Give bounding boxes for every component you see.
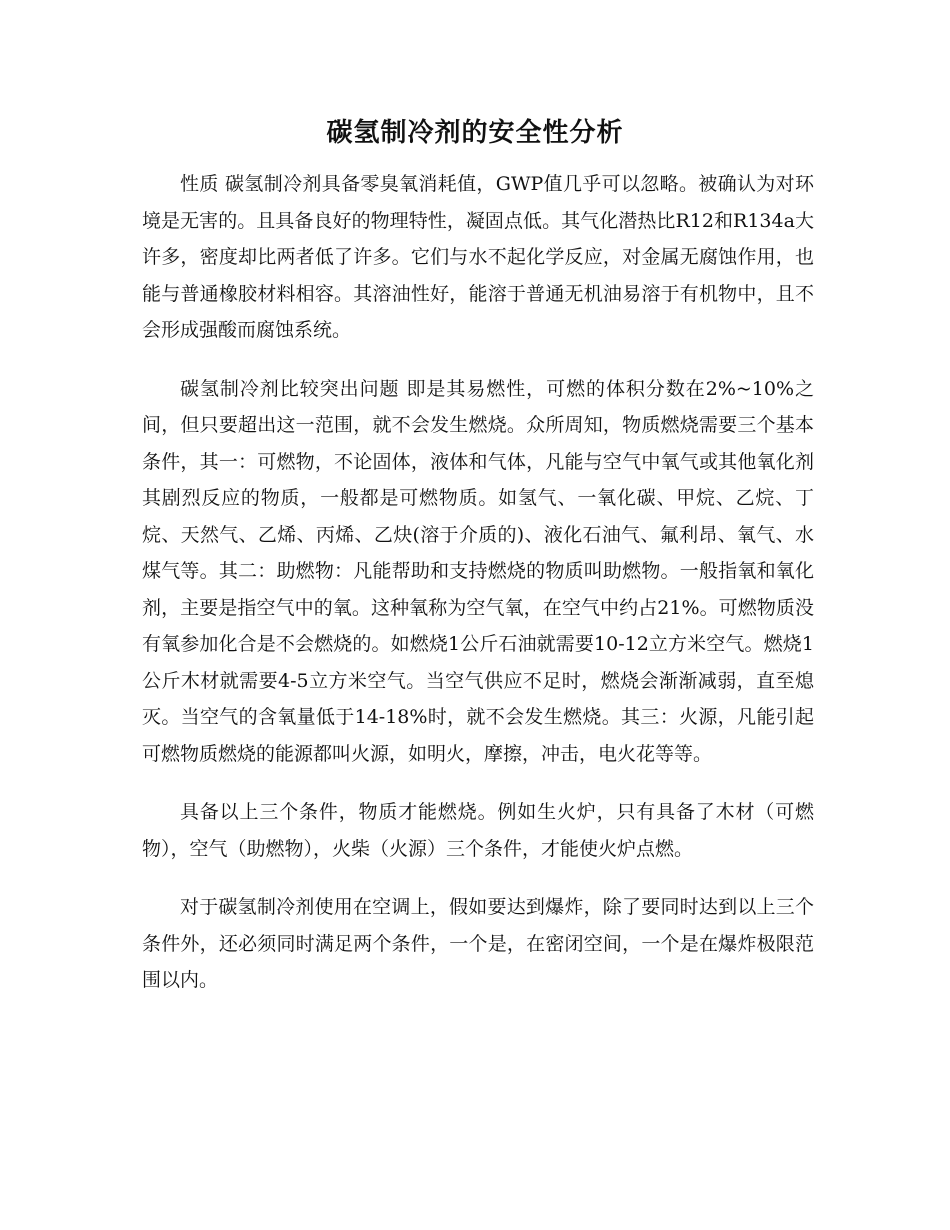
paragraph-flammability: 碳氢制冷剂比较突出问题 即是其易燃性，可燃的体积分数在2%~10%之间，但只要超出这一范围，就不会发生燃烧。众所周知，物质燃烧需要三个基本条件，其一：可燃物，不论固体，液体和气体，凡能与空气中氧气或其他氧化剂其剧烈反应的物质，一般都是可燃物质。如氢气、一氧化碳、甲烷、乙烷、丁烷、天然气、乙烯、丙烯、乙炔(溶于介质的)、液化石油气、氟利昂、氧气、水煤气等。其二：助燃物：凡能帮助和支持燃烧的物质叫助燃物。一般指氧和氧化剂，主要是指空气中的氧。这种氧称为空气氧，在空气中约占21%。可燃物质没有氧参加化合是不会燃烧的。如燃烧1公斤石油就需要10-12立方米空气。燃烧1公斤木材就需要4-5立方米空气。当空气供应不足时，燃烧会渐渐减弱，直至熄灭。当空气的含氧量低于14-18%时，就不会发生燃烧。其三：火源，凡能引起可燃物质燃烧的能源都叫火源，如明火，摩擦，冲击，电火花等等。 (142, 377, 814, 765)
paragraph-explosion-conditions: 对于碳氢制冷剂使用在空调上，假如要达到爆炸，除了要同时达到以上三个条件外，还必须同时满足两个条件，一个是，在密闭空间，一个是在爆炸极限范围以内。 (142, 896, 814, 991)
paragraph-combustion-conditions: 具备以上三个条件，物质才能燃烧。例如生火炉，只有具备了木材（可燃物），空气（助燃物），火柴（火源）三个条件，才能使火炉点燃。 (142, 801, 814, 860)
paragraph-properties: 性质 碳氢制冷剂具备零臭氧消耗值，GWP值几乎可以忽略。被确认为对环境是无害的。且具备良好的物理特性，凝固点低。其气化潜热比R12和R134a大许多，密度却比两者低了许多。它们与水不起化学反应，对金属无腐蚀作用，也能与普通橡胶材料相容。其溶油性好，能溶于普通无机油易溶于有机物中，且不会形成强酸而腐蚀系统。 (142, 173, 814, 341)
page-title: 碳氢制冷剂的安全性分析 (326, 118, 624, 148)
document-body (142, 166, 814, 1021)
